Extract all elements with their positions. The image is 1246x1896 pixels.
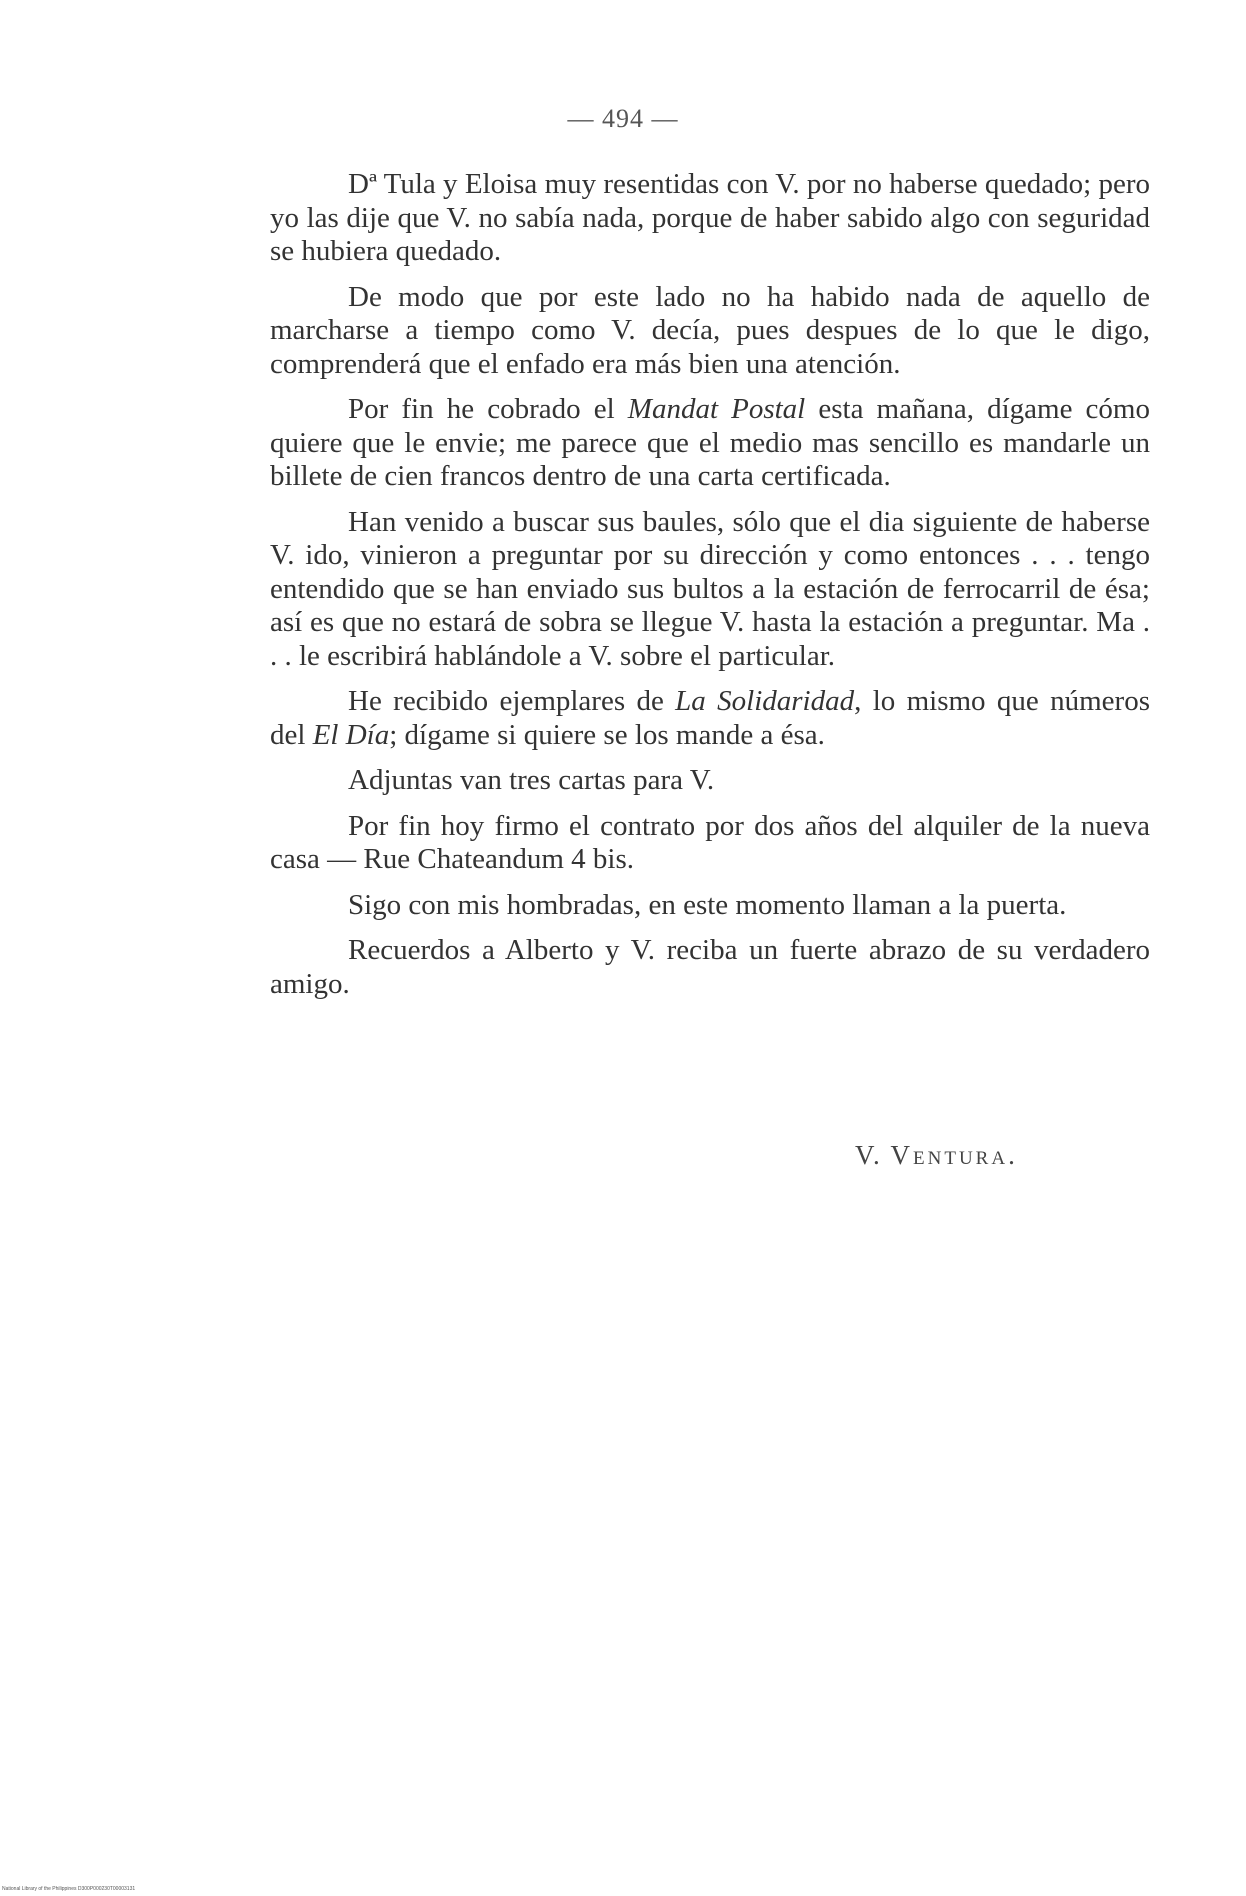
- text-run: Adjuntas van tres cartas para V.: [348, 764, 715, 796]
- italic-title: Mandat Postal: [627, 393, 806, 425]
- paragraph-5: [270, 685, 1150, 752]
- signature-surname: Ventura.: [890, 1140, 1018, 1170]
- text-run: ; dígame si quiere se los mande a ésa.: [389, 718, 825, 751]
- text-run: He recibido ejemplares de: [348, 685, 676, 717]
- signature-initial: V.: [855, 1140, 882, 1170]
- text-run: Por fin he cobrado el: [348, 393, 628, 425]
- paragraph-8: [270, 889, 1150, 923]
- footer-credit: National Library of the Philippines D300P000230T00003131: [2, 1886, 136, 1892]
- paragraph-6: [270, 764, 1150, 798]
- paragraph-3: [270, 393, 1150, 494]
- page-number: — 494 —: [567, 104, 679, 133]
- text-run: , lo mismo que números del: [270, 685, 1150, 751]
- text-run: Dª Tula y Eloisa muy resentidas con V. por no haberse quedado; pero yo las dije que V. no sabía nada, porque de haber sabido algo con seguridad se hubiera quedado.: [270, 168, 1150, 267]
- text-run: esta mañana, dígame cómo quiere que le envie; me parece que el medio mas sencillo es mandarle un billete de cien francos dentro de una carta certificada.: [270, 393, 1150, 492]
- paragraph-2: [270, 281, 1150, 382]
- text-run: De modo que por este lado no ha habido nada de aquello de marcharse a tiempo como V. decía, pues despues de lo que le digo, comprenderá que el enfado era más bien una atención.: [270, 280, 1150, 380]
- text-run: Han venido a buscar sus baules, sólo que el dia siguiente de haberse V. ido, vinieron a preguntar por su dirección y como entonces . . . tengo entendido que se han enviado sus bultos a la estación de ferrocarril de ésa; así es que no estará de sobra se llegue V. hasta la estación a preguntar. Ma . . . le escribirá hablándole a V. sobre el particular.: [270, 505, 1150, 672]
- text-run: Por fin hoy firmo el contrato por dos años del alquiler de la nueva casa — Rue Chateandum 4 bis.: [270, 809, 1150, 875]
- signature: [855, 1140, 1018, 1171]
- paragraph-1: [270, 168, 1150, 269]
- text-run: Sigo con mis hombradas, en este momento llaman a la puerta.: [348, 888, 1067, 921]
- text-run: Recuerdos a Alberto y V. reciba un fuerte abrazo de su verdadero amigo.: [270, 934, 1150, 1000]
- paragraph-9: [270, 934, 1150, 1001]
- italic-title: El Día: [312, 718, 390, 751]
- italic-title: La Solidaridad: [675, 685, 855, 717]
- letter-body: [270, 168, 1150, 1013]
- paragraph-4: [270, 506, 1150, 674]
- paragraph-7: [270, 810, 1150, 877]
